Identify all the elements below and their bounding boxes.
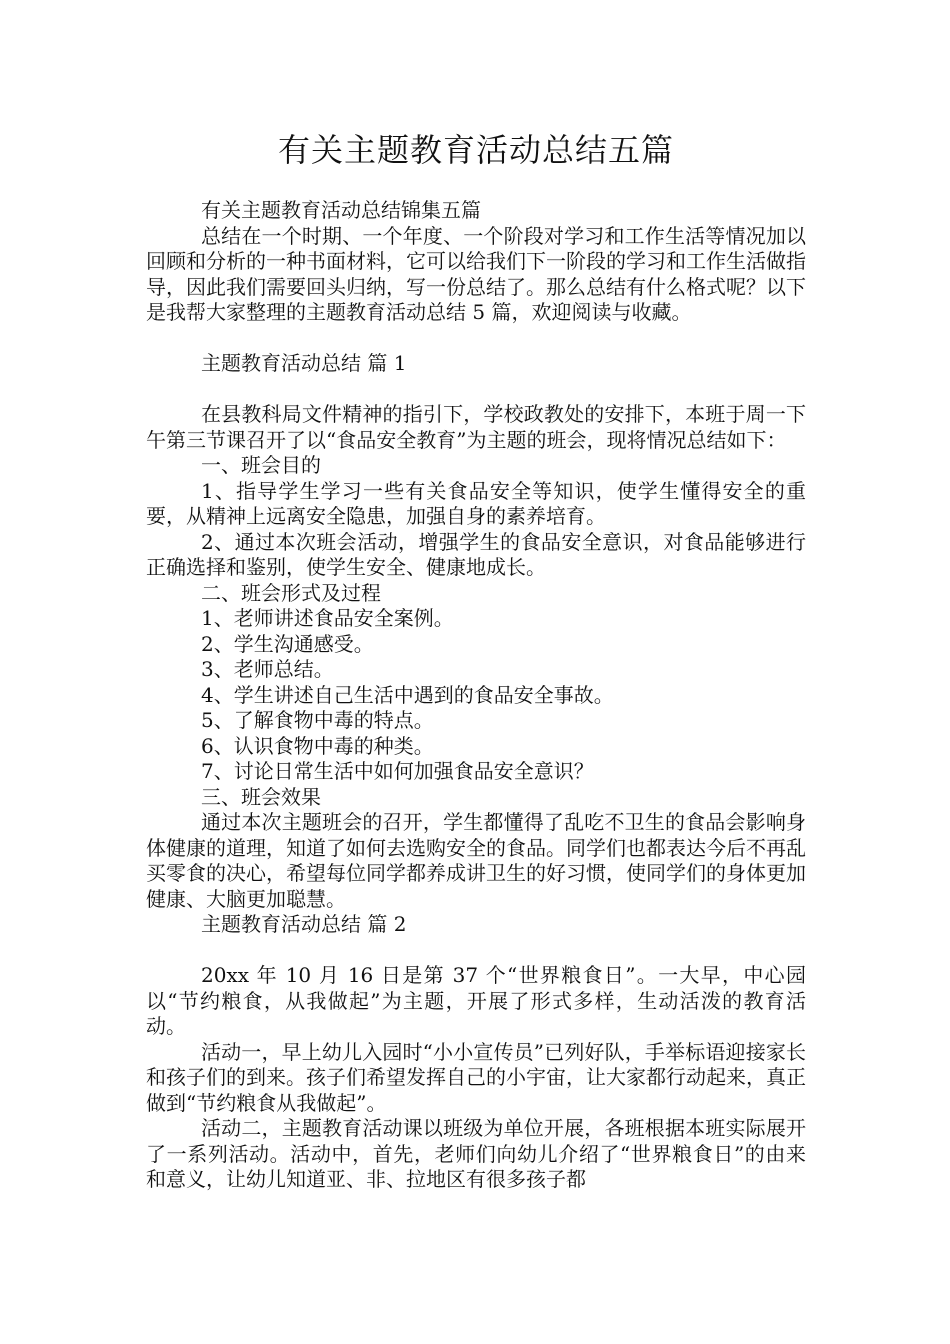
body-paragraph: 活动一，早上幼儿入园时“小小宣传员”已列好队，手举标语迎接家长和孩子们的到来。孩子们希望发挥自己的小宇宙，让大家都行动起来，真正做到“节约粮食从我做起”。 — [146, 1039, 806, 1115]
subheading: 三、班会效果 — [201, 784, 321, 809]
section-heading-1: 主题教育活动总结 篇 1 — [201, 351, 407, 375]
body-paragraph: 通过本次主题班会的召开，学生都懂得了乱吃不卫生的食品会影响身体健康的道理，知道了如何去选购安全的食品。同学们也都表达今后不再乱买零食的决心，希望每位同学都养成讲卫生的好习惯，使同学们的身体更加健康、大脑更加聪慧。 — [146, 810, 806, 911]
body-paragraph: 活动二，主题教育活动课以班级为单位开展，各班根据本班实际展开了一系列活动。活动中，首先，老师们向幼儿介绍了“世界粮食日”的由来和意义，让幼儿知道亚、非、拉地区有很多孩子都 — [146, 1116, 806, 1191]
body-paragraph: 20xx 年 10 月 16 日是第 37 个“世界粮食日”。一大早，中心园以“节约粮食，从我做起”为主题，开展了形式多样，生动活泼的教育活动。 — [146, 963, 806, 1038]
blank-line — [146, 938, 806, 964]
body-paragraph: 在县教科局文件精神的指引下，学校政教处的安排下，本班于周一下午第三节课召开了以“食品安全教育”为主题的班会，现将情况总结如下： — [146, 402, 806, 452]
list-item: 4、学生讲述自己生活中遇到的食品安全事故。 — [201, 682, 614, 707]
list-item: 3、老师总结。 — [201, 657, 334, 681]
body-paragraph: 1、指导学生学习一些有关食品安全等知识，使学生懂得安全的重要，从精神上远离安全隐患，加强自身的素养培育。 — [146, 478, 806, 528]
list-item: 6、认识食物中毒的种类。 — [201, 733, 434, 758]
list-item: 7、讨论日常生活中如何加强食品安全意识？ — [201, 759, 594, 783]
list-item: 2、学生沟通感受。 — [201, 631, 374, 656]
blank-line — [146, 326, 806, 352]
list-item: 1、老师讲述食品安全案例。 — [201, 606, 454, 630]
subtitle-paragraph: 有关主题教育活动总结锦集五篇 — [201, 198, 481, 222]
section-heading-2: 主题教育活动总结 篇 2 — [201, 912, 407, 936]
body-paragraph: 2、通过本次班会活动，增强学生的食品安全意识，对食品能够进行正确选择和鉴别，使学生安全、健康地成长。 — [146, 529, 806, 579]
subheading: 二、班会形式及过程 — [201, 580, 381, 605]
blank-line — [146, 377, 806, 403]
intro-paragraph: 总结在一个时期、一个年度、一个阶段对学习和工作生活等情况加以回顾和分析的一种书面材料，它可以给我们下一阶段的学习和工作生活做指导，因此我们需要回头归纳，写一份总结了。那么总结有什么格式呢？以下是我帮大家整理的主题教育活动总结 5 篇，欢迎阅读与收藏。 — [146, 223, 806, 324]
document-title: 有关主题教育活动总结五篇 — [277, 131, 674, 169]
document-page — [146, 128, 806, 1193]
list-item: 5、了解食物中毒的特点。 — [201, 708, 434, 732]
subheading: 一、班会目的 — [201, 453, 321, 477]
